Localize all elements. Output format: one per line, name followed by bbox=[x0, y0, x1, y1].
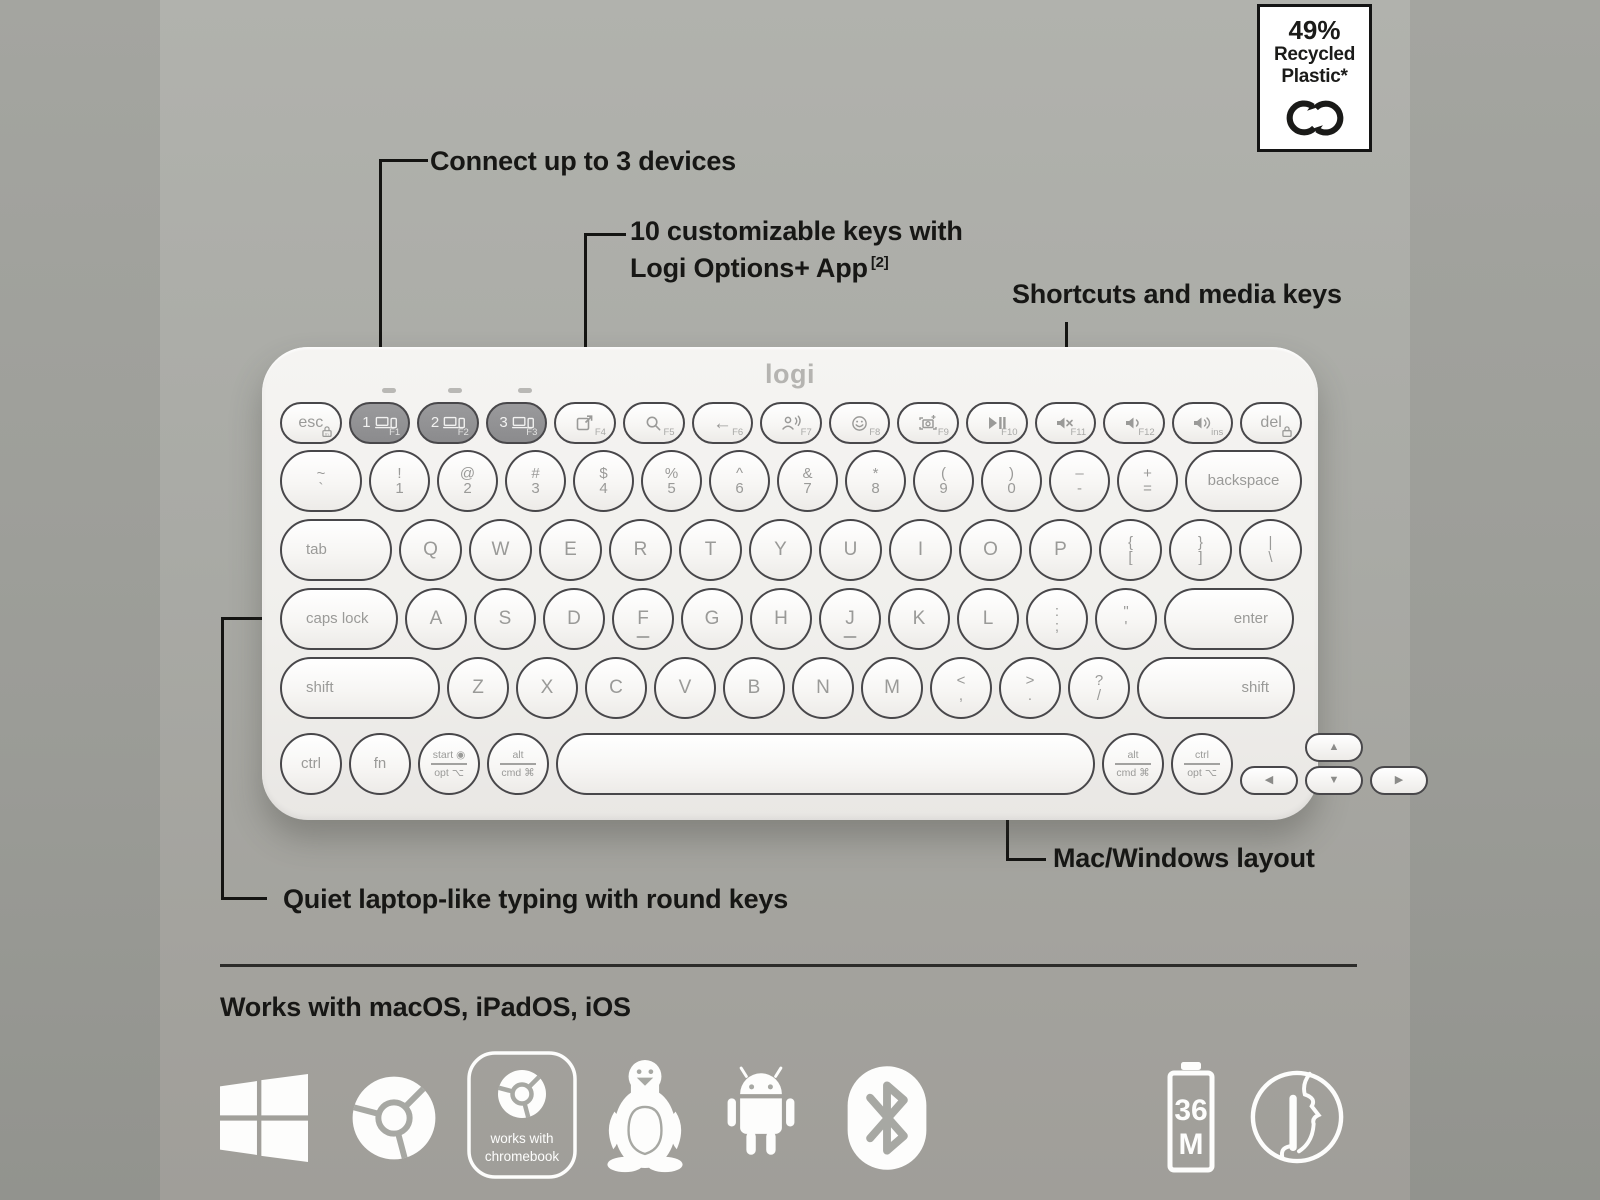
key-ctrl-opt-divider bbox=[1184, 763, 1220, 765]
volume-up-icon bbox=[1193, 416, 1212, 430]
emoji-icon bbox=[851, 415, 868, 432]
key-device-1 bbox=[349, 402, 411, 444]
key-shift-left bbox=[280, 657, 440, 719]
footer-divider bbox=[220, 964, 1357, 967]
windows-icon bbox=[220, 1070, 308, 1166]
search-icon bbox=[645, 415, 662, 432]
key-ctrl-left bbox=[280, 733, 342, 795]
key-e bbox=[539, 519, 602, 581]
callout-customizable-line1: 10 customizable keys with bbox=[630, 216, 963, 246]
key-equals-shift-symbol: + bbox=[1143, 464, 1152, 482]
key-k-label: K bbox=[912, 608, 926, 629]
key-semicolon-shift-symbol: : bbox=[1054, 602, 1060, 620]
key-period-symbol: . bbox=[1027, 687, 1033, 704]
battery-months-value: 36 bbox=[1174, 1094, 1208, 1127]
key-j bbox=[819, 588, 881, 650]
lock-icon bbox=[1281, 425, 1293, 438]
key-f10-play-pause bbox=[966, 402, 1028, 444]
key-f-home-bar bbox=[637, 636, 650, 638]
key-f9-screenshot bbox=[897, 402, 959, 444]
key-ins-volume-up bbox=[1172, 402, 1234, 444]
recycled-percent: 49% bbox=[1288, 15, 1341, 45]
chromebook-badge-line2: chromebook bbox=[484, 1149, 560, 1164]
callout-mac-windows-line-h bbox=[1006, 858, 1046, 861]
arrow-up-icon: ▲ bbox=[1328, 741, 1340, 753]
key-f11-mute bbox=[1035, 402, 1097, 444]
key-h-label: H bbox=[774, 608, 788, 629]
key-period bbox=[999, 657, 1061, 719]
key-c bbox=[585, 657, 647, 719]
key-esc-label: esc bbox=[298, 414, 324, 431]
key-arrow-left bbox=[1240, 766, 1298, 795]
key-a-label: A bbox=[429, 608, 443, 629]
key-v bbox=[654, 657, 716, 719]
key-0 bbox=[981, 450, 1042, 512]
key-bracket-open bbox=[1099, 519, 1162, 581]
key-shift-right bbox=[1137, 657, 1295, 719]
dictation-icon bbox=[781, 415, 801, 431]
callout-customizable-line2 bbox=[630, 253, 889, 284]
key-x bbox=[516, 657, 578, 719]
arrow-right-icon: ▶ bbox=[1394, 774, 1404, 786]
key-arrow-right bbox=[1370, 766, 1428, 795]
product-image bbox=[160, 0, 1410, 1200]
key-b bbox=[723, 657, 785, 719]
key-minus-shift-symbol: – bbox=[1075, 464, 1084, 482]
key-minus bbox=[1049, 450, 1110, 512]
screenshot-icon bbox=[918, 414, 938, 432]
number-row bbox=[280, 450, 1302, 512]
callout-customizable-line-h bbox=[584, 233, 626, 236]
customize-icon bbox=[576, 415, 594, 431]
key-f11-mute-fkey-label: F11 bbox=[1070, 427, 1087, 438]
key-p-label: P bbox=[1054, 539, 1067, 560]
key-slash bbox=[1068, 657, 1130, 719]
key-device-1-label: 1 bbox=[362, 414, 371, 431]
tab-row bbox=[280, 519, 1302, 581]
key-f10-play-pause-fkey-label: F10 bbox=[1001, 427, 1018, 438]
key-device-3 bbox=[486, 402, 548, 444]
key-x-label: X bbox=[540, 677, 554, 698]
key-6-symbol: 6 bbox=[735, 480, 744, 497]
key-caps-lock bbox=[280, 588, 398, 650]
key-equals-symbol: = bbox=[1143, 480, 1152, 497]
key-comma-shift-symbol: < bbox=[956, 671, 966, 689]
key-backslash bbox=[1239, 519, 1302, 581]
callout-shortcuts-label: Shortcuts and media keys bbox=[1012, 279, 1342, 309]
key-backtick-symbol: ` bbox=[318, 480, 324, 497]
key-c-label: C bbox=[609, 677, 623, 698]
back-arrow-icon: ← bbox=[712, 412, 732, 434]
key-alt-cmd-right bbox=[1102, 733, 1164, 795]
key-bracket-close-shift-symbol: } bbox=[1197, 533, 1203, 551]
chrome-icon bbox=[348, 1070, 440, 1166]
recycled-line1: Recycled bbox=[1273, 44, 1356, 65]
key-9-symbol: 9 bbox=[939, 480, 948, 497]
key-f5-search-fkey-label: F5 bbox=[663, 427, 675, 438]
key-quote-shift-symbol: " bbox=[1123, 602, 1129, 620]
key-m-label: M bbox=[884, 677, 900, 698]
key-backtick-shift-symbol: ~ bbox=[316, 464, 326, 482]
key-bracket-open-symbol: [ bbox=[1128, 549, 1133, 566]
key-f6-back-fkey-label: F6 bbox=[732, 427, 744, 438]
key-2-shift-symbol: @ bbox=[459, 464, 476, 482]
key-o-label: O bbox=[983, 539, 998, 560]
key-arrow-up bbox=[1305, 733, 1363, 762]
key-i-label: I bbox=[917, 539, 924, 560]
key-g bbox=[681, 588, 743, 650]
key-f7-dictation-fkey-label: F7 bbox=[800, 427, 812, 438]
callout-connect-line-h bbox=[379, 159, 428, 162]
key-ins-volume-up-fkey-label: ins bbox=[1211, 427, 1224, 438]
works-with-chromebook-badge bbox=[466, 1050, 578, 1180]
key-9-shift-symbol: ( bbox=[941, 464, 946, 482]
key-1-shift-symbol: ! bbox=[397, 464, 402, 482]
key-6-shift-symbol: ^ bbox=[735, 464, 744, 482]
key-s-label: S bbox=[498, 608, 512, 629]
key-8-shift-symbol: * bbox=[872, 464, 879, 482]
key-semicolon bbox=[1026, 588, 1088, 650]
callout-quiet-line-v bbox=[221, 617, 224, 899]
key-r bbox=[609, 519, 672, 581]
key-comma-symbol: , bbox=[958, 687, 964, 704]
key-slash-shift-symbol: ? bbox=[1094, 671, 1104, 689]
key-f4-customize-fkey-label: F4 bbox=[594, 427, 606, 438]
key-3-shift-symbol: # bbox=[531, 464, 540, 482]
key-5-shift-symbol: % bbox=[664, 464, 679, 482]
status-led-3 bbox=[518, 388, 532, 393]
key-w-label: W bbox=[491, 539, 510, 560]
key-del bbox=[1240, 402, 1302, 444]
key-b-label: B bbox=[747, 677, 761, 698]
key-enter bbox=[1164, 588, 1294, 650]
key-u bbox=[819, 519, 882, 581]
key-y bbox=[749, 519, 812, 581]
key-fn-label: fn bbox=[373, 755, 387, 772]
key-device-1-fkey-label: F1 bbox=[389, 427, 401, 438]
bluetooth-icon bbox=[844, 1064, 930, 1172]
key-n-label: N bbox=[816, 677, 830, 698]
recycled-plastic-badge bbox=[1257, 4, 1372, 152]
key-start-opt-bottom-label: opt ⌥ bbox=[434, 767, 464, 780]
key-q-label: Q bbox=[423, 539, 438, 560]
key-6 bbox=[709, 450, 770, 512]
key-period-shift-symbol: > bbox=[1025, 671, 1035, 689]
key-i bbox=[889, 519, 952, 581]
key-p bbox=[1029, 519, 1092, 581]
key-f bbox=[612, 588, 674, 650]
logi-logo: logi bbox=[765, 359, 815, 389]
key-backspace bbox=[1185, 450, 1302, 512]
key-t bbox=[679, 519, 742, 581]
key-ctrl-opt-top-label: ctrl bbox=[1195, 748, 1209, 761]
key-0-shift-symbol: ) bbox=[1009, 464, 1014, 482]
key-start-opt-top-label: start ◉ bbox=[432, 748, 466, 761]
battery-36-months-icon bbox=[1166, 1062, 1216, 1174]
battery-months-unit: M bbox=[1178, 1128, 1204, 1161]
key-ctrl-opt-bottom-label: opt ⌥ bbox=[1187, 767, 1217, 780]
key-w bbox=[469, 519, 532, 581]
key-l-label: L bbox=[982, 608, 994, 629]
key-z-label: Z bbox=[472, 677, 484, 698]
key-m bbox=[861, 657, 923, 719]
key-equals bbox=[1117, 450, 1178, 512]
key-alt-cmd-right-top-label: alt bbox=[1127, 748, 1139, 761]
key-j-home-bar bbox=[844, 636, 857, 638]
key-0-symbol: 0 bbox=[1007, 480, 1016, 497]
quiet-typing-icon bbox=[1248, 1068, 1346, 1166]
key-alt-cmd-right-bottom-label: cmd ⌘ bbox=[1116, 767, 1150, 780]
key-space bbox=[556, 733, 1095, 795]
key-start-opt bbox=[418, 733, 480, 795]
arrow-keys bbox=[1240, 733, 1404, 795]
keyboard bbox=[262, 347, 1404, 820]
svg-text:fn: fn bbox=[324, 431, 329, 437]
key-j-label: J bbox=[845, 608, 855, 629]
key-e-label: E bbox=[564, 539, 577, 560]
key-f8-emoji bbox=[829, 402, 891, 444]
key-backslash-symbol: \ bbox=[1268, 549, 1273, 566]
key-5-symbol: 5 bbox=[667, 480, 676, 497]
key-f12-volume-down bbox=[1103, 402, 1165, 444]
key-alt-cmd-right-divider bbox=[1115, 763, 1151, 765]
key-d bbox=[543, 588, 605, 650]
callout-customizable-text: Logi Options+ App bbox=[630, 253, 868, 283]
key-tab bbox=[280, 519, 392, 581]
key-l bbox=[957, 588, 1019, 650]
arrow-down-icon: ▼ bbox=[1328, 774, 1340, 786]
caps-row bbox=[280, 588, 1302, 650]
function-row bbox=[280, 402, 1302, 444]
key-alt-cmd-left-bottom-label: cmd ⌘ bbox=[501, 767, 535, 780]
callout-mac-windows-label: Mac/Windows layout bbox=[1053, 843, 1315, 873]
key-bracket-close bbox=[1169, 519, 1232, 581]
key-quote bbox=[1095, 588, 1157, 650]
key-alt-cmd-left-divider bbox=[500, 763, 536, 765]
callout-quiet-line-h2 bbox=[221, 897, 267, 900]
recycle-icon bbox=[1279, 94, 1351, 142]
key-f-label: F bbox=[637, 608, 649, 629]
key-device-2 bbox=[417, 402, 479, 444]
key-esc bbox=[280, 402, 342, 444]
callout-quiet-label: Quiet laptop-like typing with round keys bbox=[283, 884, 789, 914]
key-7-shift-symbol: & bbox=[802, 464, 813, 482]
key-1 bbox=[369, 450, 430, 512]
key-backspace-label: backspace bbox=[1207, 472, 1280, 489]
key-7-symbol: 7 bbox=[803, 480, 812, 497]
key-f4-customize bbox=[554, 402, 616, 444]
key-4-shift-symbol: $ bbox=[599, 464, 608, 482]
key-k bbox=[888, 588, 950, 650]
key-alt-cmd-left-top-label: alt bbox=[512, 748, 524, 761]
key-z bbox=[447, 657, 509, 719]
key-g-label: G bbox=[704, 608, 720, 629]
key-u-label: U bbox=[843, 539, 858, 560]
key-tab-label: tab bbox=[306, 541, 327, 558]
linux-tux-icon bbox=[598, 1048, 692, 1180]
works-with-label: Works with macOS, iPadOS, iOS bbox=[220, 992, 631, 1022]
shift-row bbox=[280, 657, 1302, 719]
key-arrow-down bbox=[1305, 766, 1363, 795]
key-bracket-open-shift-symbol: { bbox=[1127, 533, 1133, 551]
key-1-symbol: 1 bbox=[395, 480, 404, 497]
key-semicolon-symbol: ; bbox=[1054, 618, 1060, 635]
key-f8-emoji-fkey-label: F8 bbox=[869, 427, 881, 438]
key-o bbox=[959, 519, 1022, 581]
fn-lock-icon bbox=[321, 425, 333, 438]
key-s bbox=[474, 588, 536, 650]
key-f5-search bbox=[623, 402, 685, 444]
key-minus-symbol: - bbox=[1077, 480, 1082, 497]
key-quote-symbol: ' bbox=[1124, 618, 1128, 635]
recycled-line2: Plastic* bbox=[1281, 66, 1348, 87]
key-backslash-shift-symbol: | bbox=[1268, 533, 1273, 551]
key-a bbox=[405, 588, 467, 650]
key-bracket-close-symbol: ] bbox=[1198, 549, 1203, 566]
key-f9-screenshot-fkey-label: F9 bbox=[937, 427, 949, 438]
key-f7-dictation bbox=[760, 402, 822, 444]
key-shift-right-label: shift bbox=[1241, 679, 1269, 696]
key-t-label: T bbox=[704, 539, 717, 560]
key-2-symbol: 2 bbox=[463, 480, 472, 497]
key-caps-lock-label: caps lock bbox=[306, 610, 369, 627]
arrow-left-icon: ◀ bbox=[1264, 774, 1274, 786]
key-h bbox=[750, 588, 812, 650]
key-device-3-label: 3 bbox=[499, 414, 508, 431]
key-backtick bbox=[280, 450, 362, 512]
key-fn bbox=[349, 733, 411, 795]
key-n bbox=[792, 657, 854, 719]
key-ctrl-left-label: ctrl bbox=[301, 755, 321, 772]
key-4 bbox=[573, 450, 634, 512]
key-alt-cmd-left bbox=[487, 733, 549, 795]
key-del-label: del bbox=[1260, 414, 1282, 431]
status-led-2 bbox=[448, 388, 462, 393]
key-ctrl-opt bbox=[1171, 733, 1233, 795]
key-9 bbox=[913, 450, 974, 512]
key-5 bbox=[641, 450, 702, 512]
key-y-label: Y bbox=[774, 539, 787, 560]
status-led-1 bbox=[382, 388, 396, 393]
key-f6-back bbox=[692, 402, 754, 444]
key-3 bbox=[505, 450, 566, 512]
key-f12-volume-down-fkey-label: F12 bbox=[1138, 427, 1155, 438]
key-q bbox=[399, 519, 462, 581]
key-d-label: D bbox=[567, 608, 581, 629]
key-v-label: V bbox=[678, 677, 692, 698]
key-comma bbox=[930, 657, 992, 719]
key-8-symbol: 8 bbox=[871, 480, 880, 497]
key-device-2-label: 2 bbox=[430, 414, 440, 431]
chromebook-badge-line1: works with bbox=[490, 1131, 554, 1146]
key-device-3-fkey-label: F3 bbox=[526, 427, 538, 438]
key-start-opt-divider bbox=[431, 763, 467, 765]
key-3-symbol: 3 bbox=[531, 480, 540, 497]
callout-customizable-footnote: [2] bbox=[870, 254, 889, 271]
key-slash-symbol: / bbox=[1096, 687, 1102, 704]
key-device-2-fkey-label: F2 bbox=[457, 427, 469, 438]
key-8 bbox=[845, 450, 906, 512]
callout-connect-label: Connect up to 3 devices bbox=[430, 146, 736, 176]
android-icon bbox=[714, 1062, 808, 1166]
key-2 bbox=[437, 450, 498, 512]
key-enter-label: enter bbox=[1233, 610, 1268, 627]
key-shift-left-label: shift bbox=[306, 679, 334, 696]
key-7 bbox=[777, 450, 838, 512]
key-r-label: R bbox=[633, 539, 648, 560]
key-4-symbol: 4 bbox=[599, 480, 608, 497]
bottom-row bbox=[280, 733, 1404, 795]
